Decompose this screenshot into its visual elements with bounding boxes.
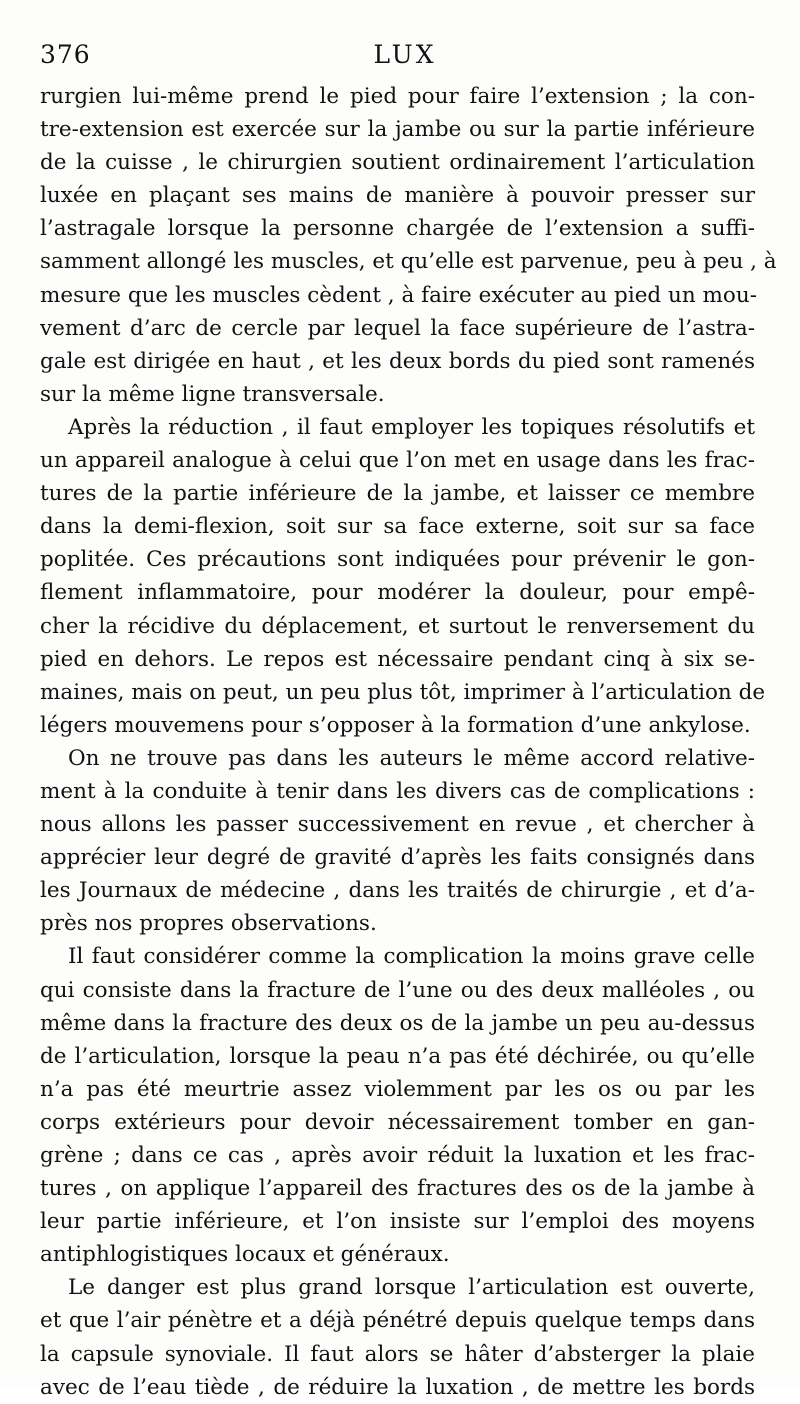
text-line: tures , on applique l’appareil des fractures des os de la jambe à xyxy=(40,1176,755,1202)
text-line: maines, mais on peut, un peu plus tôt, imprimer à l’articulation de xyxy=(40,679,766,705)
body-text xyxy=(40,80,777,1404)
text-line: corps extérieurs pour devoir nécessairement tomber en gan- xyxy=(40,1109,755,1135)
text-line: gale est dirigée en haut , et les deux bords du pied sont ramenés xyxy=(40,348,755,374)
running-header xyxy=(40,40,770,74)
text-line: la capsule synoviale. Il faut alors se hâter d’absterger la plaie xyxy=(40,1341,755,1367)
text-line: tre-extension est exercée sur la jambe ou sur la partie inférieure xyxy=(40,117,755,143)
text-line: et que l’air pénètre et a déjà pénétré depuis quelque temps dans xyxy=(40,1308,755,1334)
text-line: un appareil analogue à celui que l’on met en usage dans les frac- xyxy=(40,448,755,474)
text-line: apprécier leur degré de gravité d’après les faits consignés dans xyxy=(40,845,755,871)
text-line: poplitée. Ces précautions sont indiquées pour prévenir le gon- xyxy=(40,547,755,573)
page-number: 376 xyxy=(40,40,91,69)
text-line: vement d’arc de cercle par lequel la face supérieure de l’astra- xyxy=(40,315,755,341)
paragraph-5 xyxy=(40,1271,755,1403)
paragraph-4 xyxy=(40,940,755,1271)
text-line: Il faut considérer comme la complication la moins grave celle xyxy=(68,944,755,970)
text-line: On ne trouve pas dans les auteurs le même accord relative- xyxy=(68,745,755,771)
text-line: pied en dehors. Le repos est nécessaire pendant cinq à six se- xyxy=(40,646,755,672)
text-line: flement inflammatoire, pour modérer la douleur, pour empê- xyxy=(40,580,755,606)
text-line: de l’articulation, lorsque la peau n’a pas été déchirée, ou qu’elle xyxy=(40,1043,755,1069)
text-line: Le danger est plus grand lorsque l’articulation est ouverte, xyxy=(68,1275,755,1301)
text-line: même dans la fracture des deux os de la jambe un peu au-dessus xyxy=(40,1010,755,1036)
text-line: près nos propres observations. xyxy=(40,911,377,937)
text-line: nous allons les passer successivement en revue , et chercher à xyxy=(40,812,755,838)
text-line: mesure que les muscles cèdent , à faire exécuter au pied un mou- xyxy=(40,282,757,308)
text-line: Après la réduction , il faut employer les topiques résolutifs et xyxy=(68,414,755,440)
text-line: leur partie inférieure, et l’on insiste sur l’emploi des moyens xyxy=(40,1209,755,1235)
text-line: antiphlogistiques locaux et généraux. xyxy=(40,1242,450,1268)
text-line: sur la même ligne transversale. xyxy=(40,381,385,407)
text-line: luxée en plaçant ses mains de manière à pouvoir presser sur xyxy=(40,183,755,209)
text-line: l’astragale lorsque la personne chargée de l’extension a suffi- xyxy=(40,216,755,242)
paragraph-3 xyxy=(40,742,755,941)
text-line: légers mouvemens pour s’opposer à la formation d’une ankylose. xyxy=(40,712,751,738)
text-line: ment à la conduite à tenir dans les divers cas de complications : xyxy=(40,778,755,804)
paragraph-2 xyxy=(40,411,766,742)
text-line: cher la récidive du déplacement, et surtout le renversement du xyxy=(40,613,755,639)
text-line: dans la demi-flexion, soit sur sa face externe, soit sur sa face xyxy=(40,514,755,540)
text-line: rurgien lui-même prend le pied pour faire l’extension ; la con- xyxy=(40,84,755,109)
running-title: LUX xyxy=(373,40,437,69)
text-line: n’a pas été meurtrie assez violemment par les os ou par les xyxy=(40,1076,755,1102)
paragraph-1 xyxy=(40,80,777,411)
text-line: qui consiste dans la fracture de l’une ou des deux malléoles , ou xyxy=(40,977,755,1003)
text-line: avec de l’eau tiède , de réduire la luxation , de mettre les bords xyxy=(40,1374,755,1400)
text-line: tures de la partie inférieure de la jambe, et laisser ce membre xyxy=(40,481,755,507)
text-line: de la cuisse , le chirurgien soutient ordinairement l’articulation xyxy=(40,150,755,176)
text-line: grène ; dans ce cas , après avoir réduit la luxation et les frac- xyxy=(40,1143,755,1168)
text-line: samment allongé les muscles, et qu’elle est parvenue, peu à peu , à xyxy=(40,249,777,275)
text-line: les Journaux de médecine , dans les traités de chirurgie , et d’a- xyxy=(40,878,755,904)
